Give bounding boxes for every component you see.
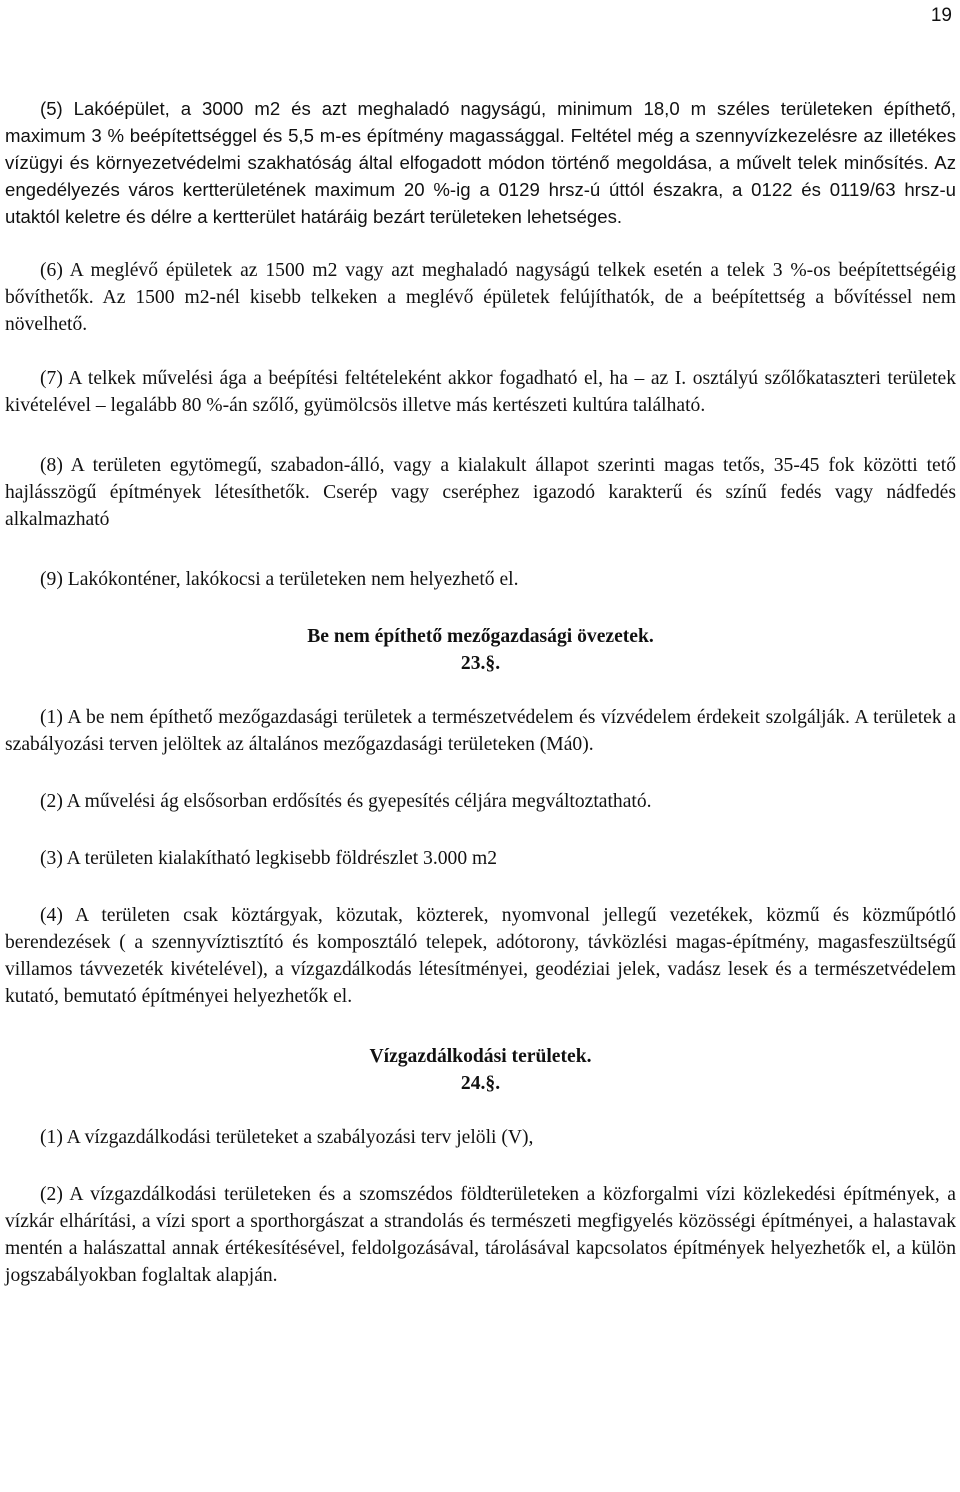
section-23-paragraph-1: (1) A be nem építhető mezőgazdasági területek a természetvédelem és vízvédelem érdekeit szolgálják. A területek a szabályozási terven jelöltek az általános mezőgazdasági területeken (Má0).: [5, 707, 956, 755]
paragraph-7: (7) A telkek művelési ága a beépítési feltételeként akkor fogadható el, ha – az I. osztályú szőlőkataszteri területek kivételével – legalább 80 %-án szőlő, gyümölcsös illetve más kertészeti kultúra található.: [5, 368, 956, 416]
paragraph-9: (9) Lakókonténer, lakókocsi a területeken nem helyezhető el.: [40, 569, 519, 590]
section-24-title: Vízgazdálkodási területek.: [369, 1046, 592, 1067]
page-number: 19: [930, 5, 952, 26]
paragraph-5: [5, 95, 956, 230]
section-23-number: 23.§.: [460, 653, 501, 674]
section-23-title: Be nem építhető mezőgazdasági övezetek.: [307, 626, 654, 647]
paragraph-6: (6) A meglévő épületek az 1500 m2 vagy azt meghaladó nagyságú telkek esetén a telek 3 %-os beépítettségéig bővíthetők. Az 1500 m2-nél kisebb telkeken a meglévő épületek felújíthatók, de a beépítettség a bővítéssel nem növelhető.: [5, 260, 956, 335]
paragraph-5-text-continued: Az engedélyezés város kertterületének maximum 20 %-ig a 0129 hrsz-ú úttól északra, a 0122 és 0119/63 hrsz-u utaktól keletre és délre a kertterület határáig bezárt területeken lehetséges.: [5, 152, 956, 227]
section-24-paragraph-1: (1) A vízgazdálkodási területeket a szabályozási terv jelöli (V),: [40, 1127, 534, 1148]
section-23-paragraph-4: (4) A területen csak köztárgyak, közutak, közterek, nyomvonal jellegű vezetékek, közmű és közműpótló berendezések ( a szennyvíztisztító és komposztáló telepek, adótorony, távközlési magas-építmény, magasfeszültségű villamos távvezeték kivételével), a vízgazdálkodás létesítményei, geodéziai jelek, vadász lesek és a természetvédelem kutató, bemutató építményei helyezhetők el.: [5, 905, 956, 1007]
paragraph-8: (8) A területen egytömegű, szabadon-álló, vagy a kialakult állapot szerinti magas tetős, 35-45 fok közötti tető hajlásszögű építmények létesíthetők. Cserép vagy cseréphez igazodó karakterű és színű fedés vagy nádfedés alkalmazható: [5, 455, 956, 530]
paragraph-5-text: (5) Lakóépület, a 3000 m2 és azt meghaladó nagyságú, minimum 18,0 m széles területeken építhető, maximum 3 % beépítettséggel és 5,5 m-es építmény magassággal. Feltétel még a szennyvízkezelésre az illetékes vízügyi és környezetvédelmi szakhatóság által elfogadott módon történő megoldása, a művelt telek minősítés.: [5, 98, 956, 173]
section-23-paragraph-2: (2) A művelési ág elsősorban erdősítés és gyepesítés céljára megváltoztatható.: [40, 791, 652, 812]
document-body: [5, 95, 956, 1289]
section-24-number: 24.§.: [460, 1073, 501, 1094]
section-24-paragraph-2: (2) A vízgazdálkodási területeken és a szomszédos földterületeken a közforgalmi vízi közlekedési építmények, a vízkár elhárítási, a vízi sport a sporthorgászat a strandolás és természeti megfigyelés közösségi építményei, a halastavak mentén a halászattal annak értékesítésével, feldolgozásával, tárolásával kapcsolatos építmények helyezhetők el, a külön jogszabályokban foglaltak alapján.: [5, 1184, 956, 1286]
section-23-paragraph-3: (3) A területen kialakítható legkisebb földrészlet 3.000 m2: [40, 848, 498, 869]
